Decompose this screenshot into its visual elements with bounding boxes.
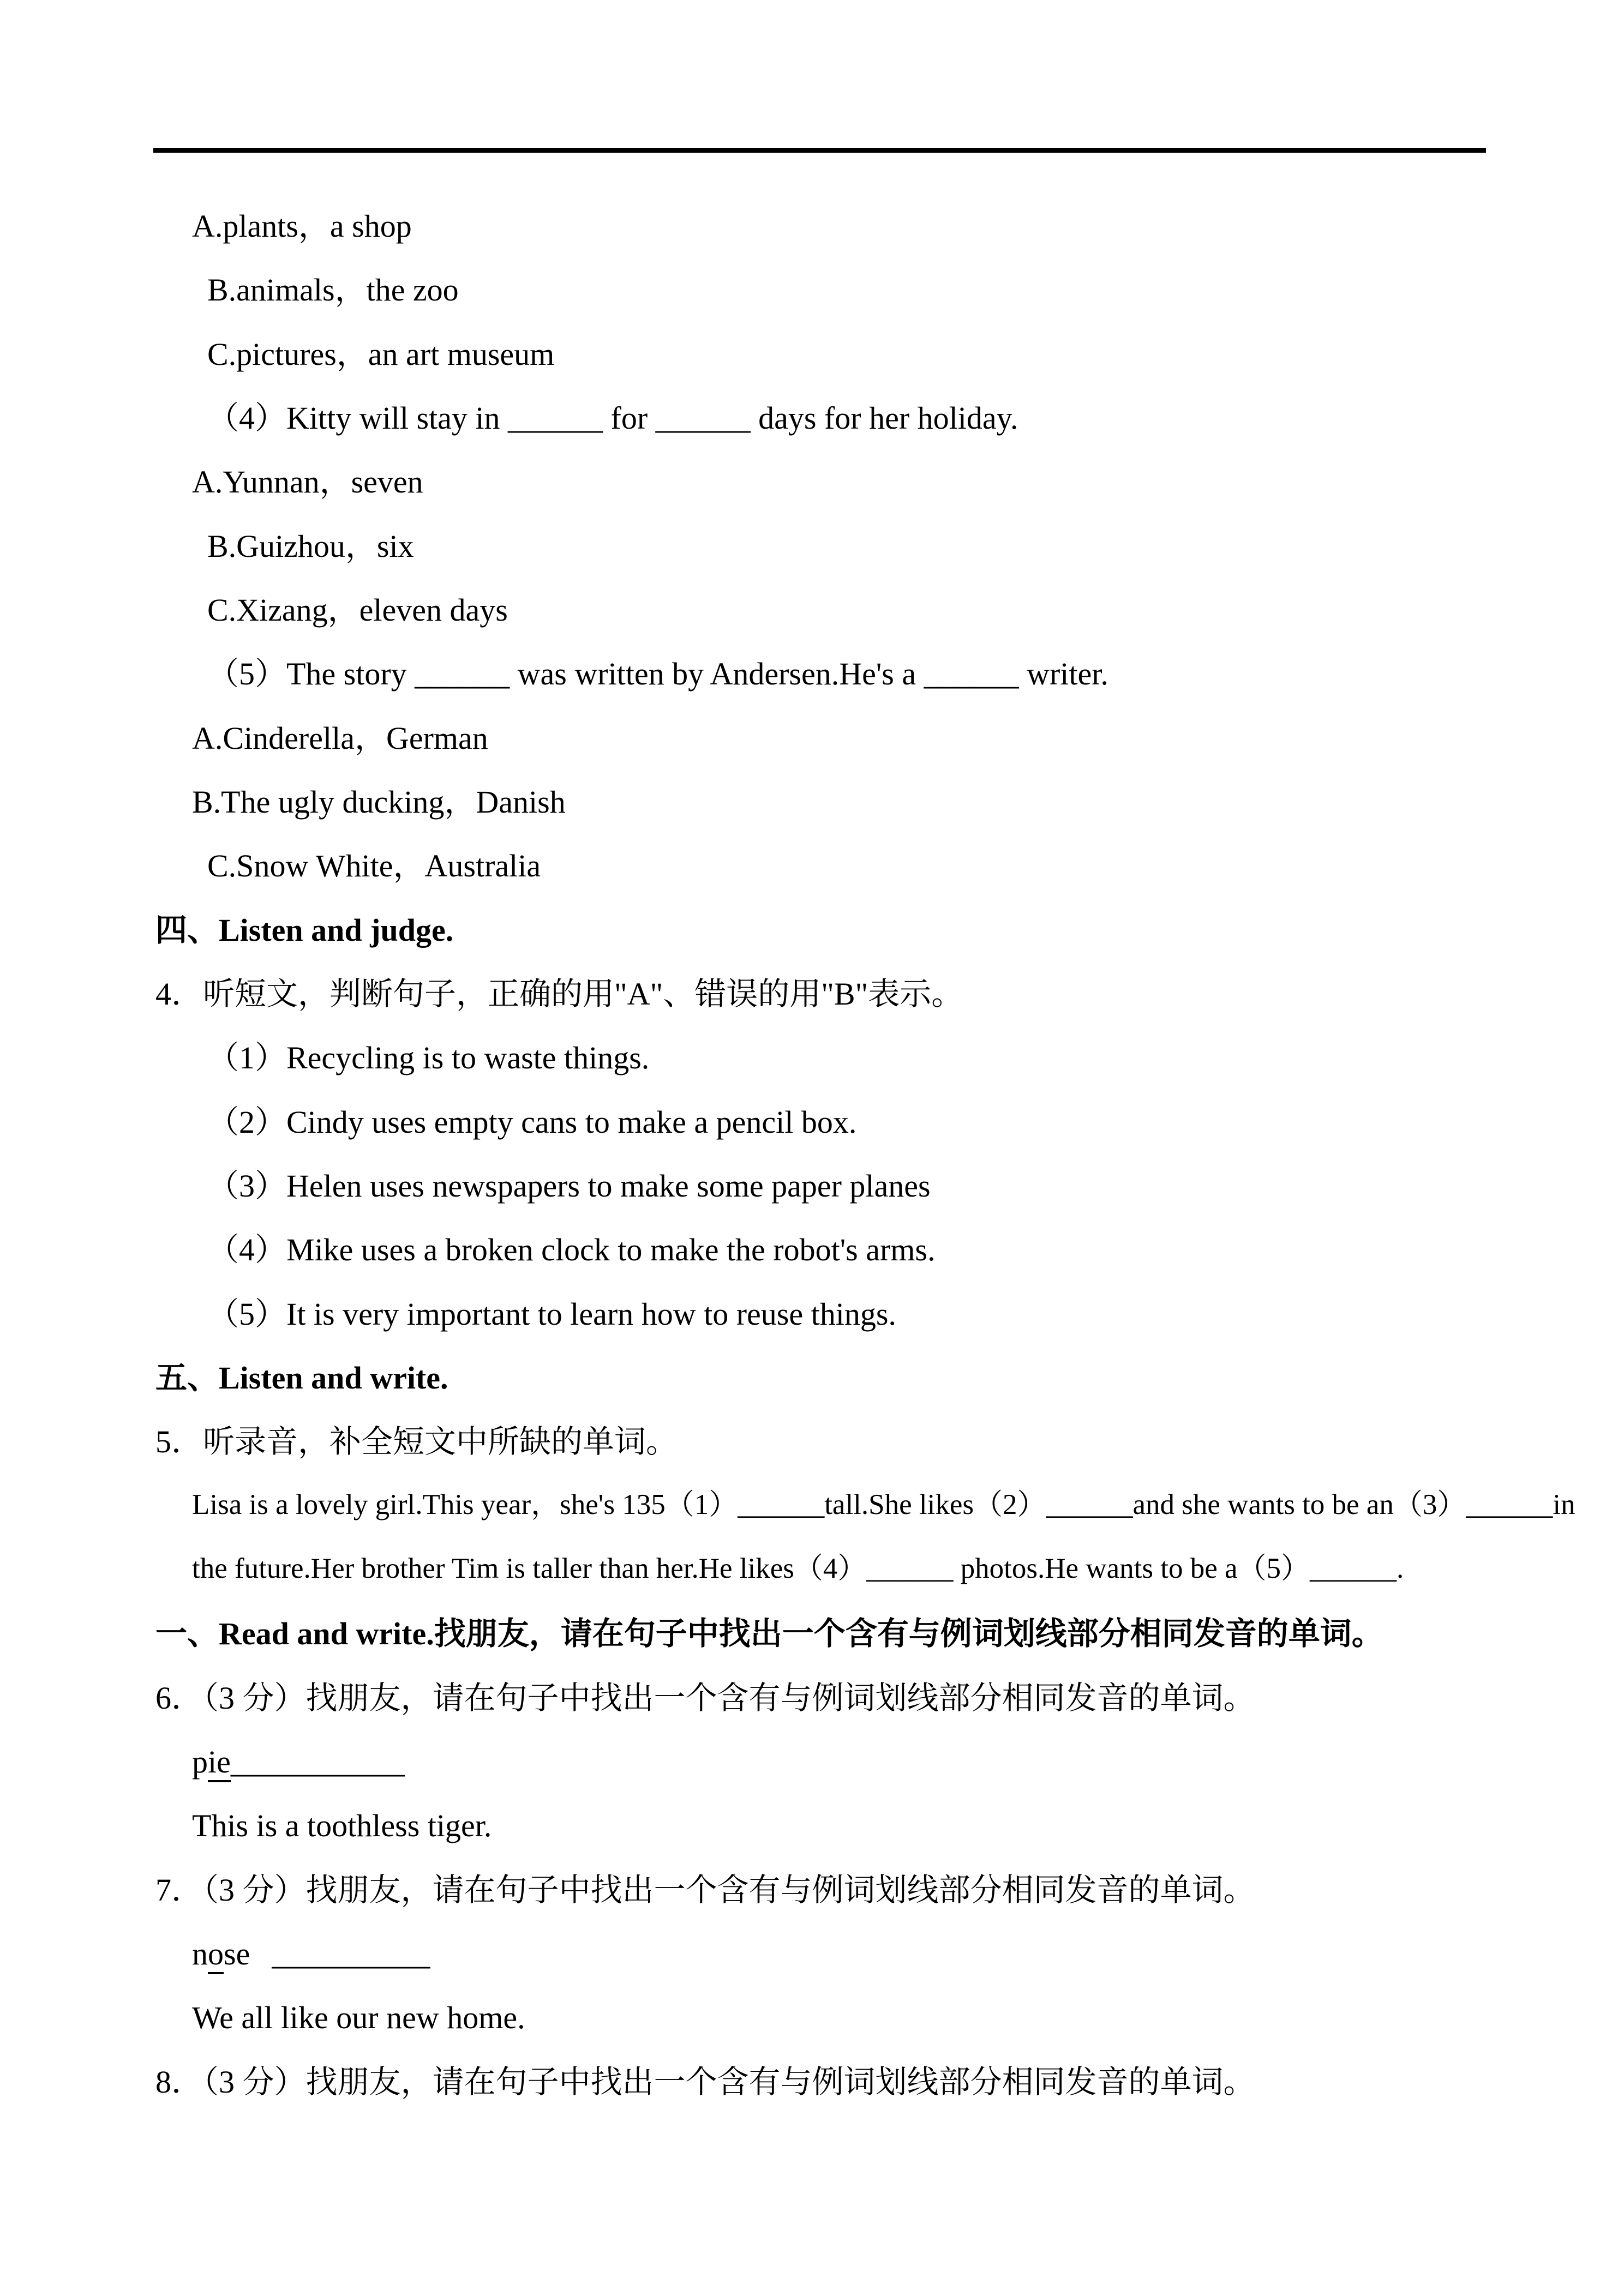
text-line bbox=[192, 465, 423, 500]
text-run: We all like our new home. bbox=[192, 2000, 525, 2036]
text-line bbox=[207, 1041, 649, 1075]
text-line bbox=[207, 593, 508, 628]
text-line bbox=[192, 2000, 525, 2035]
text-run: （1）Recycling is to waste things. bbox=[207, 1040, 650, 1076]
text-run: 一、Read and write.找朋友，请在句子中找出一个含有与例词划线部分相同发音的单词。 bbox=[155, 1616, 1383, 1652]
text-line bbox=[192, 785, 566, 820]
text-run: （4）Mike uses a broken clock to make the robot's arms. bbox=[207, 1232, 936, 1268]
text-run: C.Snow White，Australia bbox=[207, 848, 541, 884]
text-line bbox=[207, 1169, 931, 1204]
text-line bbox=[207, 529, 414, 564]
text-run: __________ bbox=[272, 1936, 430, 1972]
text-line bbox=[155, 1873, 1255, 1908]
text-run: （2）Cindy uses empty cans to make a pencil box. bbox=[207, 1104, 857, 1140]
text-run: 四、Listen and judge. bbox=[155, 912, 454, 948]
text-line bbox=[192, 209, 412, 244]
text-run: 7．（3 分）找朋友，请在句子中找出一个含有与例词划线部分相同发音的单词。 bbox=[155, 1872, 1255, 1908]
text-run: Lisa is a lovely girl.This year，she's 135（1）______tall.She likes（2）______and she wants to be an（3）______in bbox=[192, 1488, 1575, 1520]
text-line bbox=[192, 1745, 405, 1780]
text-run: This is a toothless tiger. bbox=[192, 1808, 492, 1844]
text-line bbox=[155, 913, 453, 948]
text-run: C.Xizang，eleven days bbox=[207, 592, 508, 628]
text-line bbox=[207, 337, 554, 372]
text-run: 8．（3 分）找朋友，请在句子中找出一个含有与例词划线部分相同发音的单词。 bbox=[155, 2064, 1255, 2100]
text-line bbox=[155, 1425, 678, 1459]
text-line bbox=[207, 849, 541, 883]
text-run: ___________ bbox=[230, 1744, 405, 1780]
text-line bbox=[207, 1233, 935, 1267]
text-line bbox=[207, 1297, 896, 1332]
text-line bbox=[155, 1616, 1383, 1651]
text-run: （4）Kitty will stay in ______ for ______ days for her holiday. bbox=[207, 400, 1018, 436]
text-run: B.animals，the zoo bbox=[207, 272, 459, 308]
text-run: se bbox=[224, 1936, 250, 1972]
text-line bbox=[155, 977, 963, 1012]
text-line bbox=[207, 1105, 856, 1140]
text-run: A.Cinderella，German bbox=[192, 720, 488, 756]
text-run: B.Guizhou，six bbox=[207, 528, 414, 564]
text-line bbox=[192, 721, 488, 756]
text-line bbox=[155, 1681, 1255, 1716]
text-run: the future.Her brother Tim is taller than her.He likes（4）______ photos.He wants to be a（5）______. bbox=[192, 1552, 1404, 1584]
text-run: （3）Helen uses newspapers to make some paper planes bbox=[207, 1168, 931, 1204]
text-line bbox=[155, 2065, 1255, 2100]
text-line bbox=[192, 1937, 430, 1972]
text-line bbox=[207, 401, 1018, 436]
text-line bbox=[192, 1489, 1575, 1520]
text-run: C.pictures，an art museum bbox=[207, 336, 555, 372]
text-run: 6．（3 分）找朋友，请在句子中找出一个含有与例词划线部分相同发音的单词。 bbox=[155, 1680, 1255, 1716]
text-run: 4．听短文，判断句子，正确的用"A"、错误的用"B"表示。 bbox=[155, 976, 963, 1012]
text-line bbox=[192, 1553, 1404, 1584]
text-run: p bbox=[192, 1744, 208, 1780]
text-line bbox=[207, 273, 459, 308]
text-run: B.The ugly ducking，Danish bbox=[192, 784, 566, 820]
underlined-example-letters: o bbox=[208, 1936, 224, 1974]
text-run: 五、Listen and write. bbox=[155, 1360, 448, 1396]
text-run: （5）It is very important to learn how to reuse things. bbox=[207, 1296, 896, 1332]
text-line bbox=[207, 657, 1108, 692]
underlined-example-letters: ie bbox=[208, 1744, 231, 1782]
header-rule bbox=[153, 148, 1486, 153]
text-run: 5．听录音，补全短文中所缺的单词。 bbox=[155, 1424, 678, 1460]
text-run: （5）The story ______ was written by Andersen.He's a ______ writer. bbox=[207, 656, 1108, 692]
text-line bbox=[192, 1808, 492, 1843]
text-run: n bbox=[192, 1936, 208, 1972]
text-run: A.Yunnan，seven bbox=[192, 464, 423, 500]
text-line bbox=[155, 1361, 448, 1396]
text-run: A.plants，a shop bbox=[192, 208, 412, 244]
